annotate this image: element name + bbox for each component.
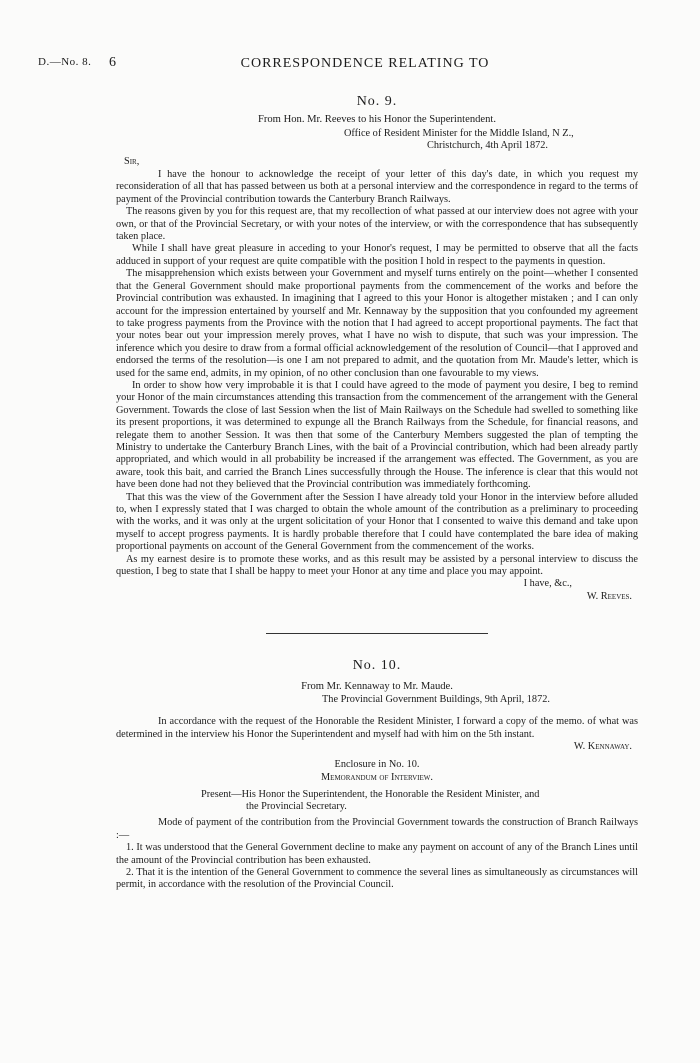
letter-9-salutation: Sir, xyxy=(124,155,140,167)
letter-9-paragraph: I have the honour to acknowledge the receipt of your letter of this day's date, in which you request my reconsideration of all that has passed between us both at a personal interview and the correspondence in regard to the terms of payment of the Provincial contribution towards the Canterbury Branch Railways. xyxy=(116,169,638,205)
letter-10-paragraph: In accordance with the request of the Honorable the Resident Minister, I forward a copy of the memo. of what was determined in the interview his Honor the Superintendent and myself had with him on the 5th instant. xyxy=(116,716,638,740)
memo-title: Memorandum of Interview. xyxy=(321,772,433,784)
letter-9-paragraph: The reasons given by you for this request are, that my recollection of what passed at our interview does not agree with your own, or that of the Provincial Secretary, or with your notes of the interview, or with the correspondence that has subsequently taken place. xyxy=(116,206,638,243)
letter-9-paragraph: While I shall have great pleasure in acceding to your Honor's request, I may be permitted to observe that all the facts adduced in support of your request are quite compatible with the position I hold in respect to the payments in question. xyxy=(116,243,638,267)
letter-9-paragraph: That this was the view of the Government after the Session I have already told your Honor in the interview before alluded to, when I expressly stated that I was charged to obtain the whole amount of the contribution as a preliminary to proceeding with the works, and it was only at the urgent solicitation of your Honor that I consented to waive this demand and take upon myself to accept progress payments. It is hardly probable therefore that I could have contemplated the bare idea of making proportional payments on account of the General Government from the commencement of the works. xyxy=(116,491,638,553)
running-title: CORRESPONDENCE RELATING TO xyxy=(240,56,490,71)
memo-mode: Mode of payment of the contribution from the Provincial Government towards the construction of Branch Railways :— xyxy=(116,817,638,841)
letter-9-from: From Hon. Mr. Reeves to his Honor the Superintendent. xyxy=(257,114,497,126)
letter-9-signature: W. Reeves. xyxy=(586,590,632,602)
letter-10-number: No. 10. xyxy=(352,658,402,674)
memo-item: 1. It was understood that the General Government decline to make any payment on account of any of the Branch Lines until the amount of the Provincial contribution has been exhausted. xyxy=(116,842,638,866)
letter-9-number: No. 9. xyxy=(356,94,398,109)
page-number: 6 xyxy=(109,55,117,70)
enclosure-title: Enclosure in No. 10. xyxy=(334,758,420,770)
memo-present-line2: the Provincial Secretary. xyxy=(246,800,347,812)
letter-9-paragraph: In order to show how very improbable it is that I could have agreed to the mode of payment you desire, I beg to remind your Honor of the main circumstances attending this transaction from the commencement of the arrangement with the General Government. Towards the close of last Session when the list of Main Railways on the Schedule had swelled to something like its present proportions, it was determined to expunge all the Branch Railways from the Schedule, for financial reasons, and relegate them to another Session. It was then that some of the Canterbury Members suggested the plan of tempting the Ministry to undertake the Canterbury Branch Lines, with the bait of a Provincial contribution, which had been already partly appropriated, and which would in all probability be increased if the arrangement was effected. The Government, as you are aware, took this bait, and carried the Branch Lines successfully through the House. The inference is clear that this would not have been done had not they believed that the Provincial contribution was immediately forthcoming. xyxy=(116,379,638,491)
letter-9-paragraph: As my earnest desire is to promote these works, and as this result may be assisted by a personal interview to discuss the question, I beg to state that I shall be happy to meet your Honor at any time and place you may appoint. xyxy=(116,553,638,578)
letter-10-address: The Provincial Government Buildings, 9th April, 1872. xyxy=(322,694,550,706)
letter-9-address-line1: Office of Resident Minister for the Middle Island, N Z., xyxy=(344,127,574,139)
memo-item: 2. That it is the intention of the General Government to commence the several lines as simultaneously as circumstances will permit, in accordance with the resolution of the Provincial Council. xyxy=(116,866,638,891)
document-reference: D.—No. 8. xyxy=(38,56,92,68)
letter-9-paragraph: The misapprehension which exists between your Government and myself turns entirely on the point—whether I consented that the General Government should make proportional payments from the commencement of the works and before the Provincial contribution was exhausted. In imagining that I agreed to this your Honor is altogether mistaken ; and I can only account for the impression entertained by yourself and Mr. Kennaway by the supposition that you confounded my agreement to take progress payments from the Province with the notion that I had agreed to accept proportional payments. The fact that your notes bear out your impression merely proves, what I have no wish to dispute, that such was your impression. The inference which you desire to draw from a formal official acknowledgement of the resolution of Council—that I approved and endorsed the terms of the resolution—is one I am not prepared to admit, and the quotation from Mr. Maude's letter, which is used for the same end, admits, in my opinion, of no other conclusion than one favourable to my views. xyxy=(116,268,638,379)
page-header xyxy=(38,56,652,74)
memo-present-line1: Present—His Honor the Superintendent, the Honorable the Resident Minister, and xyxy=(201,788,540,800)
letter-9-address-line2: Christchurch, 4th April 1872. xyxy=(427,140,548,152)
letter-10-from: From Mr. Kennaway to Mr. Maude. xyxy=(301,680,453,692)
letter-9-closing: I have, &c., xyxy=(523,578,572,590)
page-content xyxy=(116,96,638,892)
section-divider xyxy=(266,633,488,634)
letter-10-signature: W. Kennaway. xyxy=(573,741,632,753)
